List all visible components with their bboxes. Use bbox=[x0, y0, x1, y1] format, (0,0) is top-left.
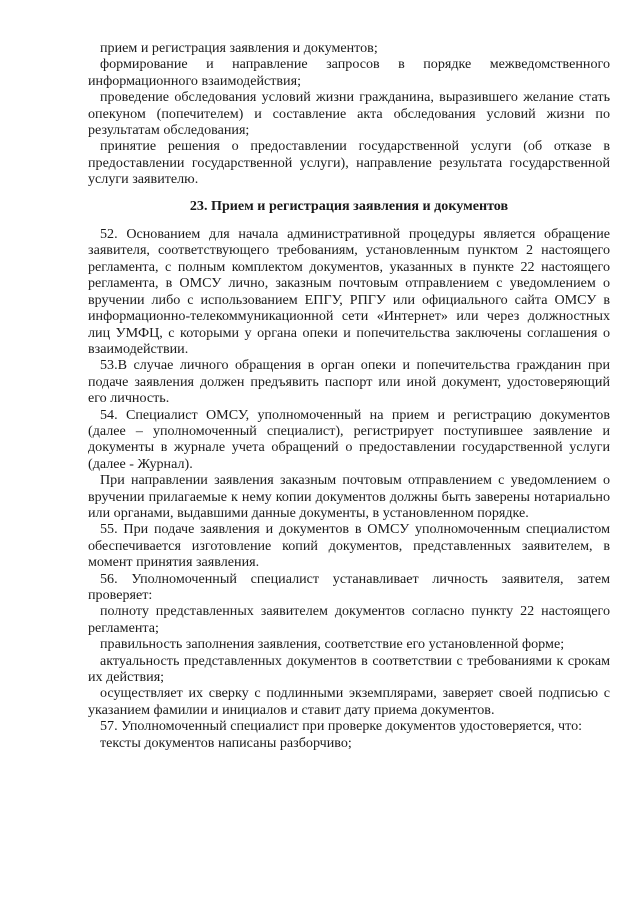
paragraph-57: 57. Уполномоченный специалист при проверке документов удостоверяется, что: bbox=[100, 718, 583, 735]
paragraph-56-item-4: осуществляет их сверку с подлинными экземплярами, заверяет своей подписью с указанием фамилии и инициалов и ставит дату приема документов. bbox=[88, 685, 610, 718]
paragraph-54-mail: При направлении заявления заказным почтовым отправлением с уведомлением о вручении прилагаемые к нему копии документов должны быть заверены нотариально или органами, выдавшими данные документы, в установленном порядке. bbox=[88, 472, 610, 521]
paragraph-56: 56. Уполномоченный специалист устанавливает личность заявителя, затем проверяет: bbox=[88, 570, 610, 603]
paragraph-56-item-2: правильность заполнения заявления, соответствие его установленной форме; bbox=[100, 636, 565, 653]
section-title: 23. Прием и регистрация заявления и документов bbox=[189, 197, 509, 214]
intro-item-2: формирование и направление запросов в порядке межведомственного информационного взаимодействия; bbox=[88, 56, 610, 89]
intro-item-3: проведение обследования условий жизни гражданина, выразившего желание стать опекуном (попечителем) и составление акта обследования условий жизни по результатам обследования; bbox=[88, 89, 610, 139]
paragraph-54: 54. Специалист ОМСУ, уполномоченный на прием и регистрацию документов (далее – уполномоченный специалист), регистрирует поступившее заявление и документы в журнале учета обращений о предоставлении государственной услуги (далее - Журнал). bbox=[88, 406, 610, 472]
paragraph-53: 53.В случае личного обращения в орган опеки и попечительства гражданин при подаче заявления должен предъявить паспорт или иной документ, удостоверяющий его личность. bbox=[88, 357, 610, 407]
paragraph-56-item-3: актуальность представленных документов в соответствии с требованиями к срокам их действия; bbox=[88, 652, 610, 686]
paragraph-52: 52. Основанием для начала административной процедуры является обращение заявителя, соответствующего требованиям, установленным пунктом 2 настоящего регламента, с полным комплектом документов, указанных в пункте 22 настоящего регламента, в ОМСУ лично, заказным почтовым отправлением с уведомлением о вручении либо с использованием ЕПГУ, РПГУ или официального сайта ОМСУ в информационно-телекоммуникационной сети «Интернет» или через должностных лиц УМФЦ, с которыми у органа опеки и попечительства заключены соглашения о взаимодействии. bbox=[88, 226, 610, 357]
intro-item-4: принятие решения о предоставлении государственной услуги (об отказе в предоставлении государственной услуги), направление результата государственной услуги заявителю. bbox=[88, 138, 610, 188]
paragraph-55: 55. При подаче заявления и документов в ОМСУ уполномоченным специалистом обеспечивается изготовление копий документов, представленных заявителем, в момент принятия заявления. bbox=[88, 521, 610, 571]
paragraph-57-item-1: тексты документов написаны разборчиво; bbox=[100, 734, 352, 751]
intro-item-1: прием и регистрация заявления и документов; bbox=[100, 40, 378, 56]
document-page bbox=[88, 40, 610, 751]
paragraph-56-item-1: полноту представленных заявителем документов согласно пункту 22 настоящего регламента; bbox=[88, 603, 610, 636]
